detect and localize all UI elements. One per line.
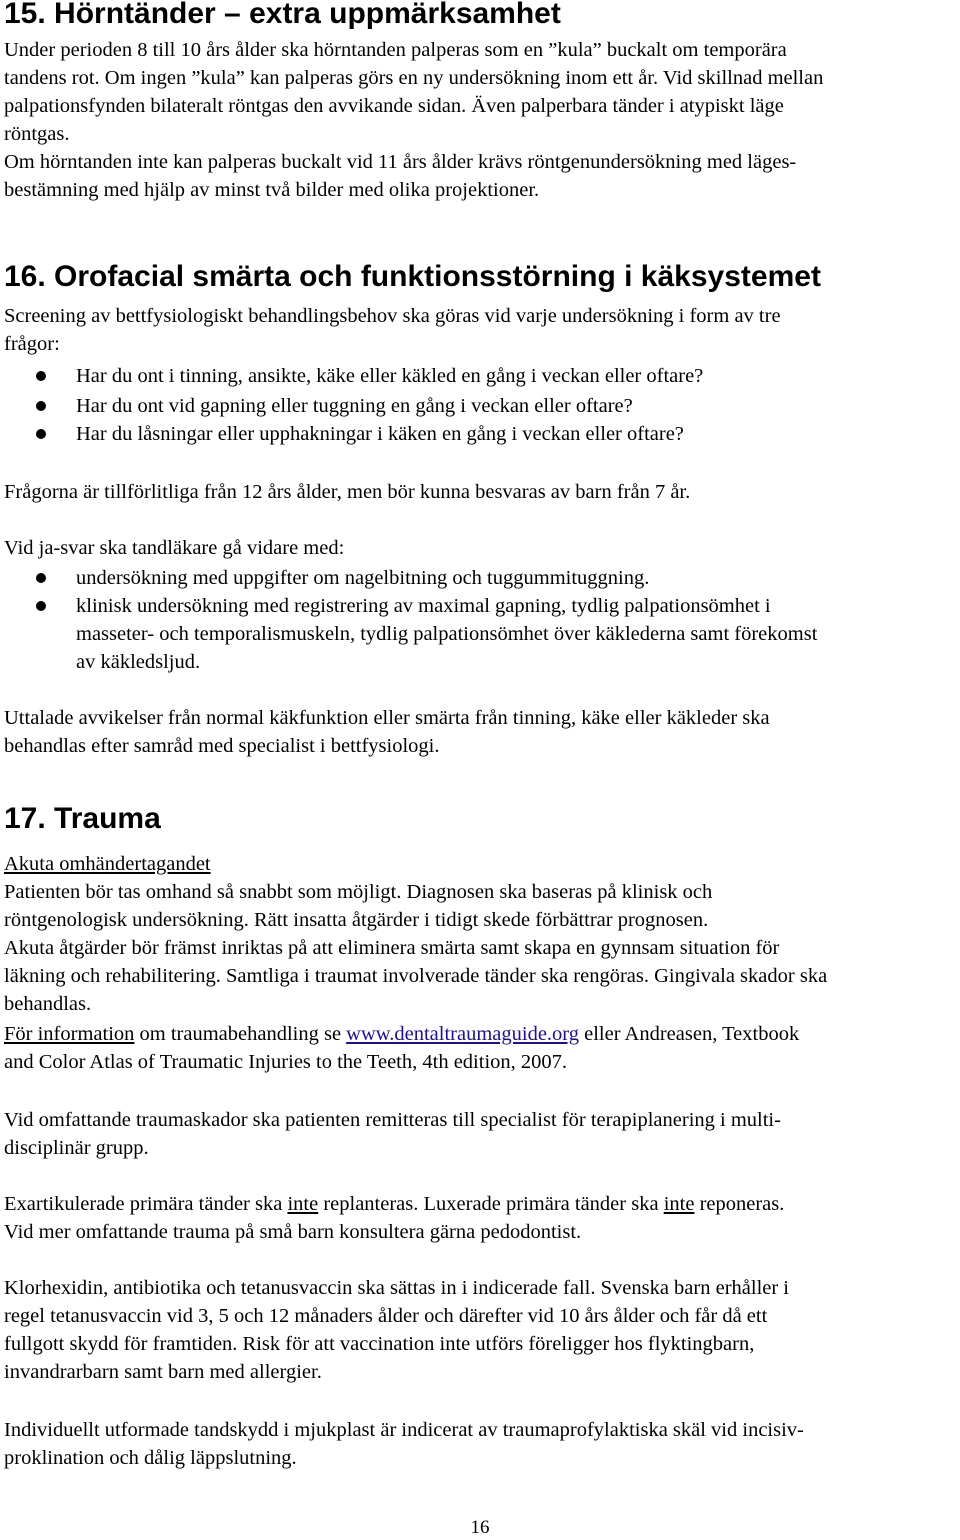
emphasis-inte: inte	[287, 1193, 319, 1215]
closing-line: Uttalade avvikelser från normal käkfunktion eller smärta från tinning, käke eller käkleder ska	[4, 707, 770, 729]
dentaltraumaguide-link[interactable]: www.dentaltraumaguide.org	[346, 1023, 580, 1045]
trauma-line: röntgenologisk undersökning. Rätt insatta åtgärder i tidigt skede förbättrar prognosen.	[4, 909, 709, 931]
question-item: Har du ont vid gapning eller tuggning en gång i veckan eller oftare?	[76, 395, 633, 417]
bullet-icon	[36, 401, 46, 411]
reliability-text: Frågorna är tillförlitliga från 12 års ålder, men bör kunna besvaras av barn från 7 år.	[4, 481, 691, 503]
page-number: 16	[470, 1517, 490, 1538]
text-span: replanteras. Luxerade primära tänder ska	[318, 1193, 664, 1215]
section-15-heading: 15. Hörntänder – extra uppmärksamhet	[4, 0, 561, 30]
mouthguard-line: Individuellt utformade tandskydd i mjukplast är indicerat av traumaprofylaktiska skäl vid incisiv-	[4, 1419, 804, 1441]
text-span: Exartikulerade primära tänder ska	[4, 1193, 288, 1215]
info-line	[4, 1020, 799, 1048]
section-16-intro-line: Screening av bettfysiologiskt behandlingsbehov ska göras vid varje undersökning i form av tre	[4, 305, 781, 327]
vaccine-line: fullgott skydd för framtiden. Risk för att vaccination inte utförs föreligger hos flyktingbarn,	[4, 1333, 755, 1355]
vaccine-line: invandrarbarn samt barn med allergier.	[4, 1361, 322, 1383]
trauma-line: behandlas.	[4, 993, 92, 1015]
bullet-icon	[36, 371, 46, 381]
section-15-line: röntgas.	[4, 123, 70, 145]
followup-intro: Vid ja-svar ska tandläkare gå vidare med:	[4, 537, 345, 559]
referral-line: disciplinär grupp.	[4, 1137, 149, 1159]
emphasis-inte: inte	[663, 1193, 695, 1215]
bullet-icon	[36, 601, 46, 611]
info-link[interactable]: För information	[4, 1023, 135, 1045]
section-17-subheading: Akuta omhändertagandet	[4, 853, 211, 875]
question-item: Har du låsningar eller upphakningar i käken en gång i veckan eller oftare?	[76, 423, 684, 445]
section-16-intro-line: frågor:	[4, 333, 60, 355]
question-item: Har du ont i tinning, ansikte, käke eller käkled en gång i veckan eller oftare?	[76, 365, 704, 387]
closing-line: behandlas efter samråd med specialist i bettfysiologi.	[4, 735, 440, 757]
info-end-text: eller Andreasen, Textbook	[579, 1023, 800, 1045]
text-span: reponeras.	[694, 1193, 785, 1215]
info-mid-text: om traumabehandling se	[134, 1023, 347, 1045]
section-15-line: palpationsfynden bilateralt röntgas den avvikande sidan. Även palperbara tänder i atypiskt läge	[4, 95, 784, 117]
trauma-line: Akuta åtgärder bör främst inriktas på att eliminera smärta samt skapa en gynnsam situation för	[4, 937, 780, 959]
followup-item: undersökning med uppgifter om nagelbitning och tuggummituggning.	[76, 567, 650, 589]
section-15-line: tandens rot. Om ingen ”kula” kan palperas görs en ny undersökning inom ett år. Vid skillnad mellan	[4, 67, 824, 89]
bullet-icon	[36, 573, 46, 583]
section-15-line: Under perioden 8 till 10 års ålder ska hörntanden palperas som en ”kula” buckalt om temporära	[4, 39, 787, 61]
referral-line: Vid omfattande traumaskador ska patienten remitteras till specialist för terapiplanering i multi-	[4, 1109, 781, 1131]
mouthguard-line: proklination och dålig läppslutning.	[4, 1447, 297, 1469]
bullet-icon	[36, 429, 46, 439]
trauma-line: Patienten bör tas omhand så snabbt som möjligt. Diagnosen ska baseras på klinisk och	[4, 881, 713, 903]
primary-teeth-line	[4, 1190, 784, 1218]
vaccine-line: Klorhexidin, antibiotika och tetanusvaccin ska sättas in i indicerade fall. Svenska barn erhåller i	[4, 1277, 790, 1299]
section-15-line: bestämning med hjälp av minst två bilder med olika projektioner.	[4, 179, 540, 201]
section-15-line: Om hörntanden inte kan palperas buckalt vid 11 års ålder krävs röntgenundersökning med läges-	[4, 151, 797, 173]
vaccine-line: regel tetanusvaccin vid 3, 5 och 12 månaders ålder och därefter vid 10 års ålder och får då ett	[4, 1305, 768, 1327]
trauma-line: läkning och rehabilitering. Samtliga i traumat involverade tänder ska rengöras. Gingivala skador ska	[4, 965, 828, 987]
followup-item-cont: av käkledsljud.	[76, 651, 201, 673]
pedodontist-line: Vid mer omfattande trauma på små barn konsultera gärna pedodontist.	[4, 1221, 582, 1243]
followup-item: klinisk undersökning med registrering av maximal gapning, tydlig palpationsömhet i	[76, 595, 771, 617]
section-17-heading: 17. Trauma	[4, 802, 161, 835]
section-16-heading: 16. Orofacial smärta och funktionsstörning i käksystemet	[4, 260, 821, 293]
info-line-2: and Color Atlas of Traumatic Injuries to the Teeth, 4th edition, 2007.	[4, 1051, 568, 1073]
followup-item-cont: masseter- och temporalismuskeln, tydlig palpationsömhet över käklederna samt förekomst	[76, 623, 818, 645]
